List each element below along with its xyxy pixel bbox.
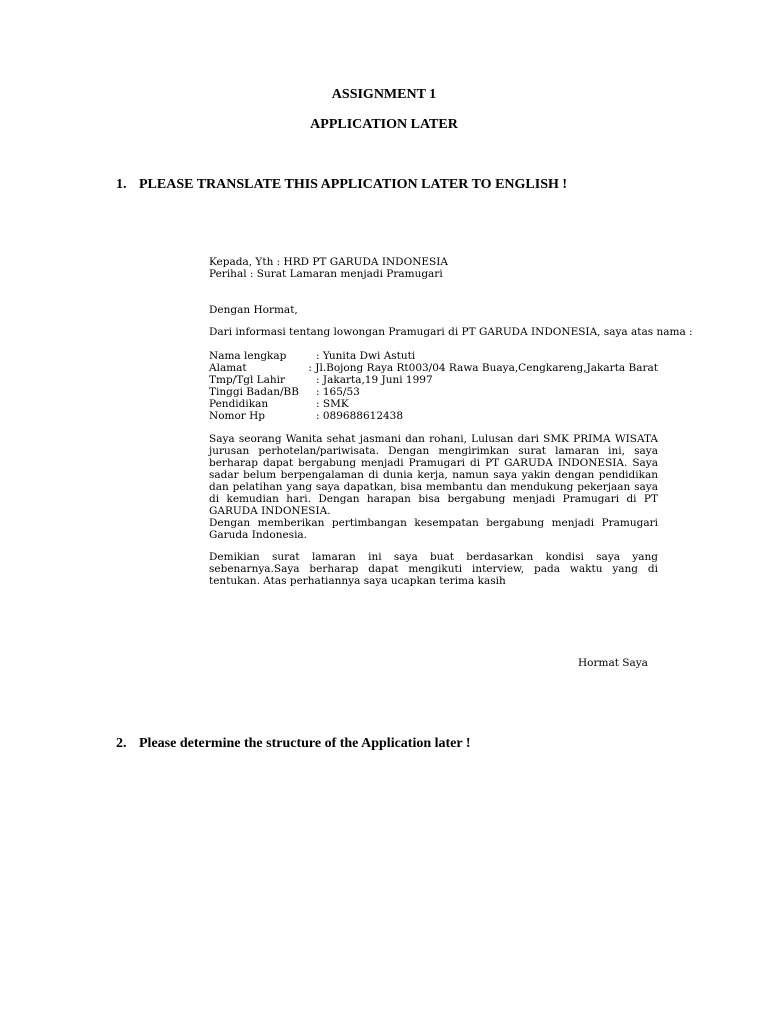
detail-label: Tmp/Tgl Lahir	[209, 374, 286, 386]
detail-row	[209, 386, 658, 398]
detail-value: : Jl.Bojong Raya Rt003/04 Rawa Buaya,Cengkareng,Jakarta Barat	[308, 362, 658, 374]
detail-label: Nama lengkap	[209, 350, 287, 362]
assignment-title: ASSIGNMENT 1	[331, 87, 437, 102]
letter-subject: Perihal : Surat Lamaran menjadi Pramugari	[209, 268, 443, 280]
letter-greeting: Dengan Hormat,	[209, 304, 298, 316]
question-1-text: PLEASE TRANSLATE THIS APPLICATION LATER TO ENGLISH !	[139, 177, 568, 192]
detail-label: Alamat	[209, 362, 247, 374]
question-2	[116, 736, 471, 752]
letter-paragraph-1: Saya seorang Wanita sehat jasmani dan rohani, Lulusan dari SMK PRIMA WISATA jurusan perhotelan/pariwisata. Dengan mengirimkan surat lamaran ini, saya berharap dapat bergabung menjadi Pramugari di PT GARUDA INDONESIA. Saya sadar belum berpengalaman di dunia kerja, namun saya yakin dengan pendidikan dan pelatihan yang saya dapatkan, bisa membantu dan mendukung pekerjaan saya di kemudian hari. Dengan harapan bisa bergabung menjadi Pramugari di PT GARUDA INDONESIA.	[209, 433, 658, 517]
detail-row	[209, 362, 658, 374]
detail-row	[209, 374, 658, 386]
letter-address-block	[209, 256, 658, 280]
detail-value: : 165/53	[316, 386, 360, 398]
letter-intro: Dari informasi tentang lowongan Pramugari di PT GARUDA INDONESIA, saya atas nama :	[209, 326, 693, 338]
applicant-details	[209, 350, 658, 422]
detail-value: : 089688612438	[316, 410, 404, 422]
letter-paragraph-3: Demikian surat lamaran ini saya buat berdasarkan kondisi saya yang sebenarnya.Saya berharap dapat mengikuti interview, pada waktu yang di tentukan. Atas perhatiannya saya ucapkan terima kasih	[209, 551, 658, 587]
question-2-text: Please determine the structure of the Application later !	[139, 736, 471, 751]
question-1-number: 1.	[116, 177, 127, 192]
detail-row	[209, 398, 658, 410]
detail-label: Tinggi Badan/BB	[209, 386, 299, 398]
detail-label: Nomor Hp	[209, 410, 266, 422]
detail-row	[209, 410, 658, 422]
letter-paragraph-2: Dengan memberikan pertimbangan kesempatan bergabung menjadi Pramugari Garuda Indonesia.	[209, 517, 658, 541]
assignment-subtitle: APPLICATION LATER	[310, 117, 458, 132]
detail-label: Pendidikan	[209, 398, 269, 410]
detail-value: : SMK	[316, 398, 349, 410]
question-2-number: 2.	[116, 736, 127, 751]
letter-closing: Hormat Saya	[578, 657, 648, 669]
detail-value: : Jakarta,19 Juni 1997	[316, 374, 433, 386]
question-1	[116, 177, 567, 193]
detail-row	[209, 350, 658, 362]
detail-value: : Yunita Dwi Astuti	[316, 350, 416, 362]
letter-recipient: Kepada, Yth : HRD PT GARUDA INDONESIA	[209, 256, 448, 268]
